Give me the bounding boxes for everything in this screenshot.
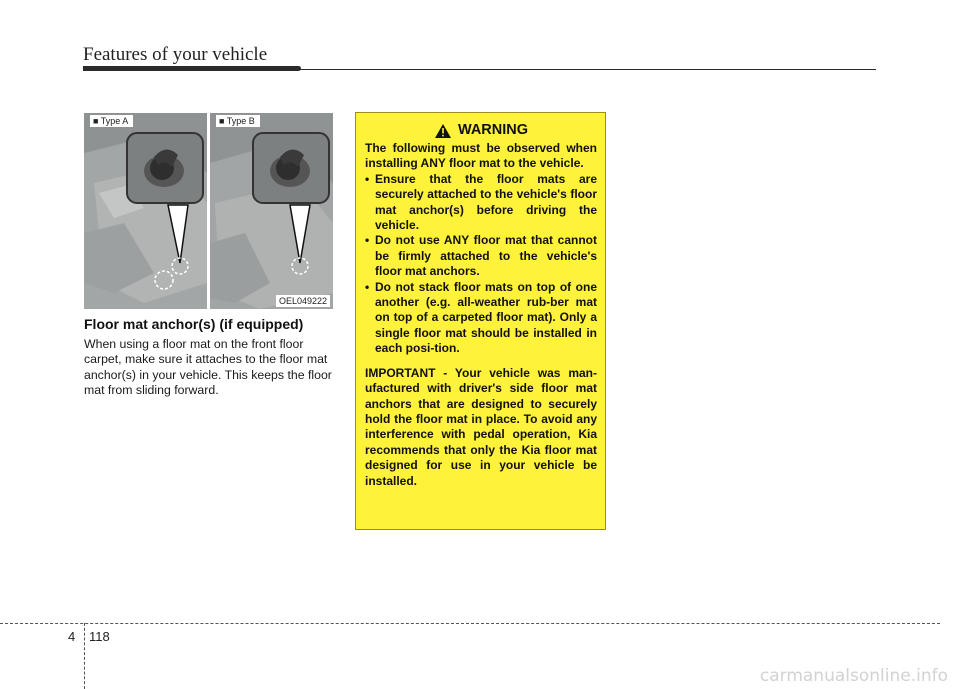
warning-box — [355, 112, 606, 530]
warning-item: • Do not stack floor mats on top of one another (e.g. all-weather rub-ber mat on top of a carpeted floor mat). Only a single floor mat should be installed in each posi-tion. — [365, 280, 597, 357]
footer-rule — [0, 623, 940, 624]
warning-list — [365, 172, 597, 357]
warning-triangle-icon — [434, 123, 452, 139]
figure-code: OEL049222 — [276, 295, 330, 307]
header-bar — [83, 66, 301, 71]
section-body: When using a floor mat on the front floor carpet, make sure it attaches to the floor mat anchor(s) in your vehicle. This keeps the floor mat from sliding forward. — [84, 337, 332, 398]
warning-important-note: IMPORTANT - Your vehicle was man-ufactured with driver's side floor mat anchors that are designed to securely hold the floor mat in place. To avoid any interference with pedal operation, Kia recommends that only the Kia floor mat designed for use in your vehicle be installed. — [365, 365, 597, 488]
footer-divider — [84, 623, 85, 689]
page-section-number: 4 — [68, 629, 76, 644]
floor-mat-photo-type-a — [84, 113, 207, 309]
watermark: carmanualsonline.info — [759, 666, 948, 686]
floor-mat-photo-type-b — [210, 113, 333, 309]
type-a-label: ■ Type A — [90, 115, 133, 127]
warning-item: • Do not use ANY floor mat that cannot be firmly attached to the vehicle's floor mat anchors. — [365, 233, 597, 279]
page-header-title: Features of your vehicle — [83, 44, 268, 65]
section-heading: Floor mat anchor(s) (if equipped) — [84, 316, 304, 332]
warning-item: • Ensure that the floor mats are securely attached to the vehicle's floor mat anchor(s) before driving the vehicle. — [365, 172, 597, 234]
warning-title: WARNING — [457, 122, 529, 139]
page-number: 118 — [89, 629, 110, 644]
warning-intro: The following must be observed when installing ANY floor mat to the vehicle. — [365, 141, 597, 171]
header-rule — [298, 69, 876, 70]
type-b-label: ■ Type B — [216, 115, 260, 127]
warning-header — [365, 123, 597, 139]
